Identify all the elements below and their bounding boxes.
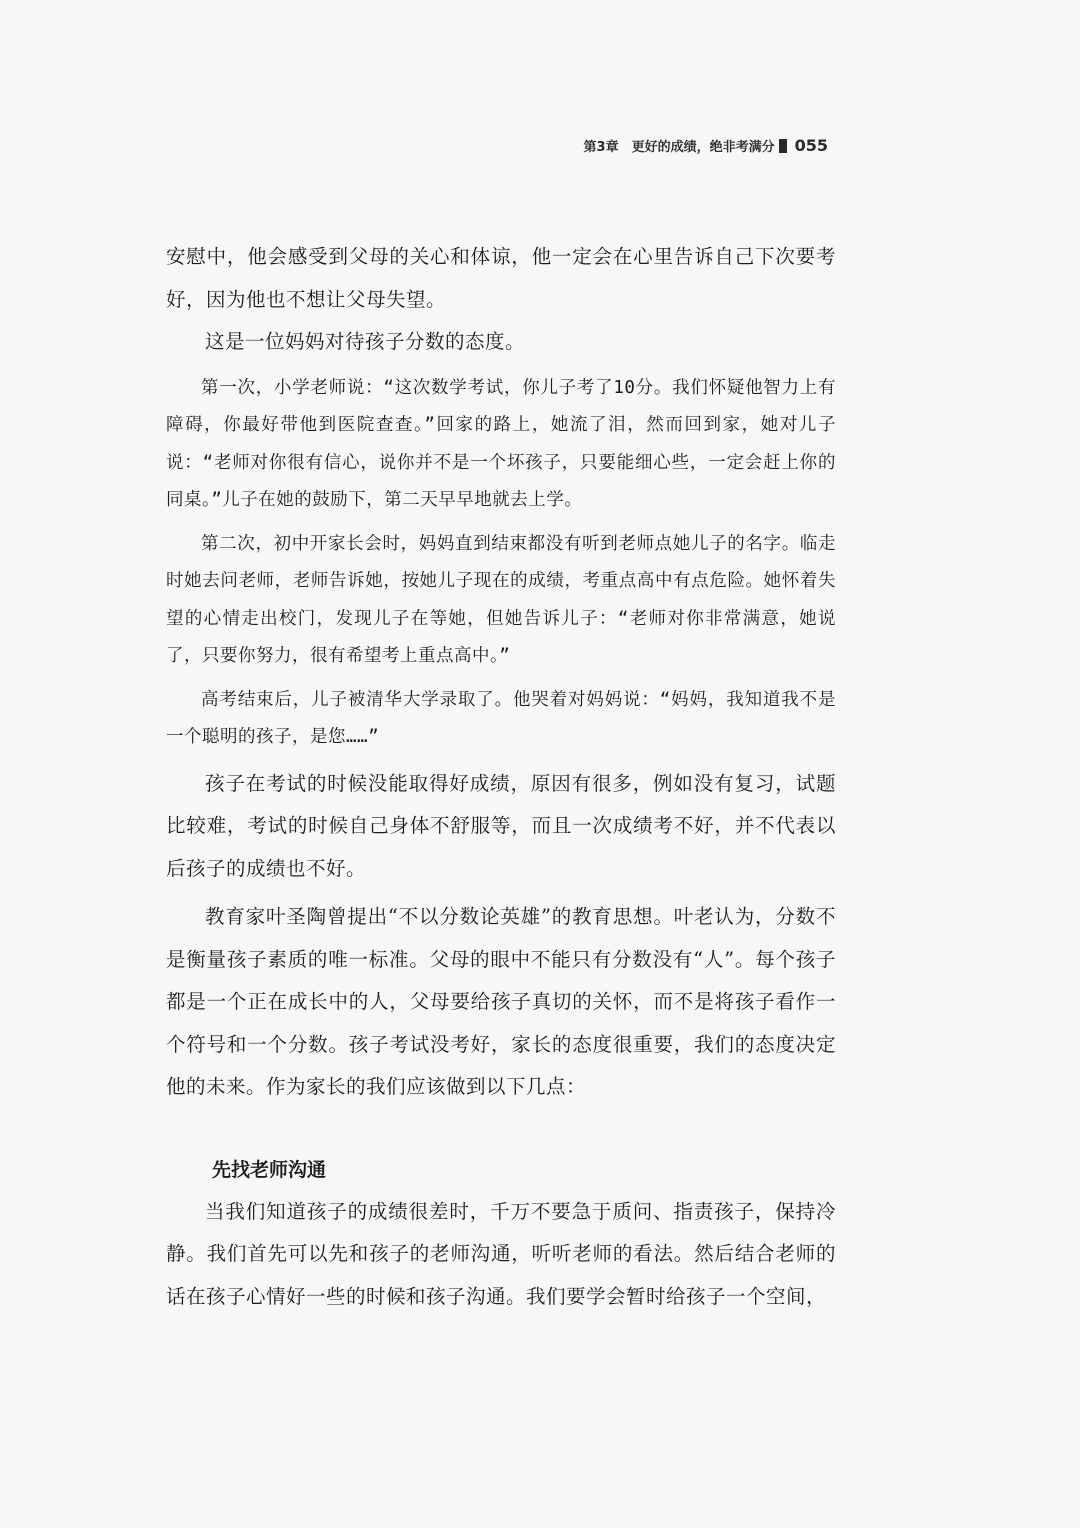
running-header <box>584 136 828 155</box>
page-body <box>166 236 836 1318</box>
running-title: 第3章 更好的成绩，绝非考满分 <box>583 140 775 155</box>
paragraph-reasons: 孩子在考试的时候没能取得好成绩，原因有很多，例如没有复习，试题比较难，考试的时候自己身体不舒服等，而且一次成绩考不好，并不代表以后孩子的成绩也不好。 <box>166 771 836 880</box>
story-paragraph-first: 第一次，小学老师说：“这次数学考试，你儿子考了10分。我们怀疑他智力上有障碍，你最好带他到医院查查。”回家的路上，她流了泪，然而回到家，她对儿子说：“老师对你很有信心，说你并不是一个坏孩子，只要能细心些，一定会赶上你的同桌。”儿子在她的鼓励下，第二天早早地就去上学。 <box>166 377 836 510</box>
paragraph-continued: 安慰中，他会感受到父母的关心和体谅，他一定会在心里告诉自己下次要考好，因为他也不想让父母失望。 <box>166 245 836 311</box>
page-number: 055 <box>794 136 828 155</box>
paragraph-ye-shengtao: 教育家叶圣陶曾提出“不以分数论英雄”的教育思想。叶老认为，分数不是衡量孩子素质的唯一标准。父母的眼中不能只有分数没有“人”。每个孩子都是一个正在成长中的人，父母要给孩子真切的关怀，而不是将孩子看作一个符号和一个分数。孩子考试没考好，家长的态度很重要，我们的态度决定他的未来。作为家长的我们应该做到以下几点： <box>166 905 836 1098</box>
section-heading: 先找老师沟通 <box>212 1158 327 1181</box>
header-marker-icon <box>779 139 787 153</box>
paragraph-talk-to-teacher: 当我们知道孩子的成绩很差时，千万不要急于质问、指责孩子，保持冷静。我们首先可以先和孩子的老师沟通，听听老师的看法。然后结合老师的话在孩子心情好一些的时候和孩子沟通。我们要学会暂时给孩子一个空间， <box>166 1199 836 1308</box>
story-paragraph-third: 高考结束后，儿子被清华大学录取了。他哭着对妈妈说：“妈妈，我知道我不是一个聪明的孩子，是您……” <box>166 689 836 747</box>
paragraph-intro: 这是一位妈妈对待孩子分数的态度。 <box>205 330 526 353</box>
story-paragraph-second: 第二次，初中开家长会时，妈妈直到结束都没有听到老师点她儿子的名字。临走时她去问老师，老师告诉她，按她儿子现在的成绩，考重点高中有点危险。她怀着失望的心情走出校门，发现儿子在等她，但她告诉儿子：“老师对你非常满意，她说了，只要你努力，很有希望考上重点高中。” <box>166 533 836 666</box>
